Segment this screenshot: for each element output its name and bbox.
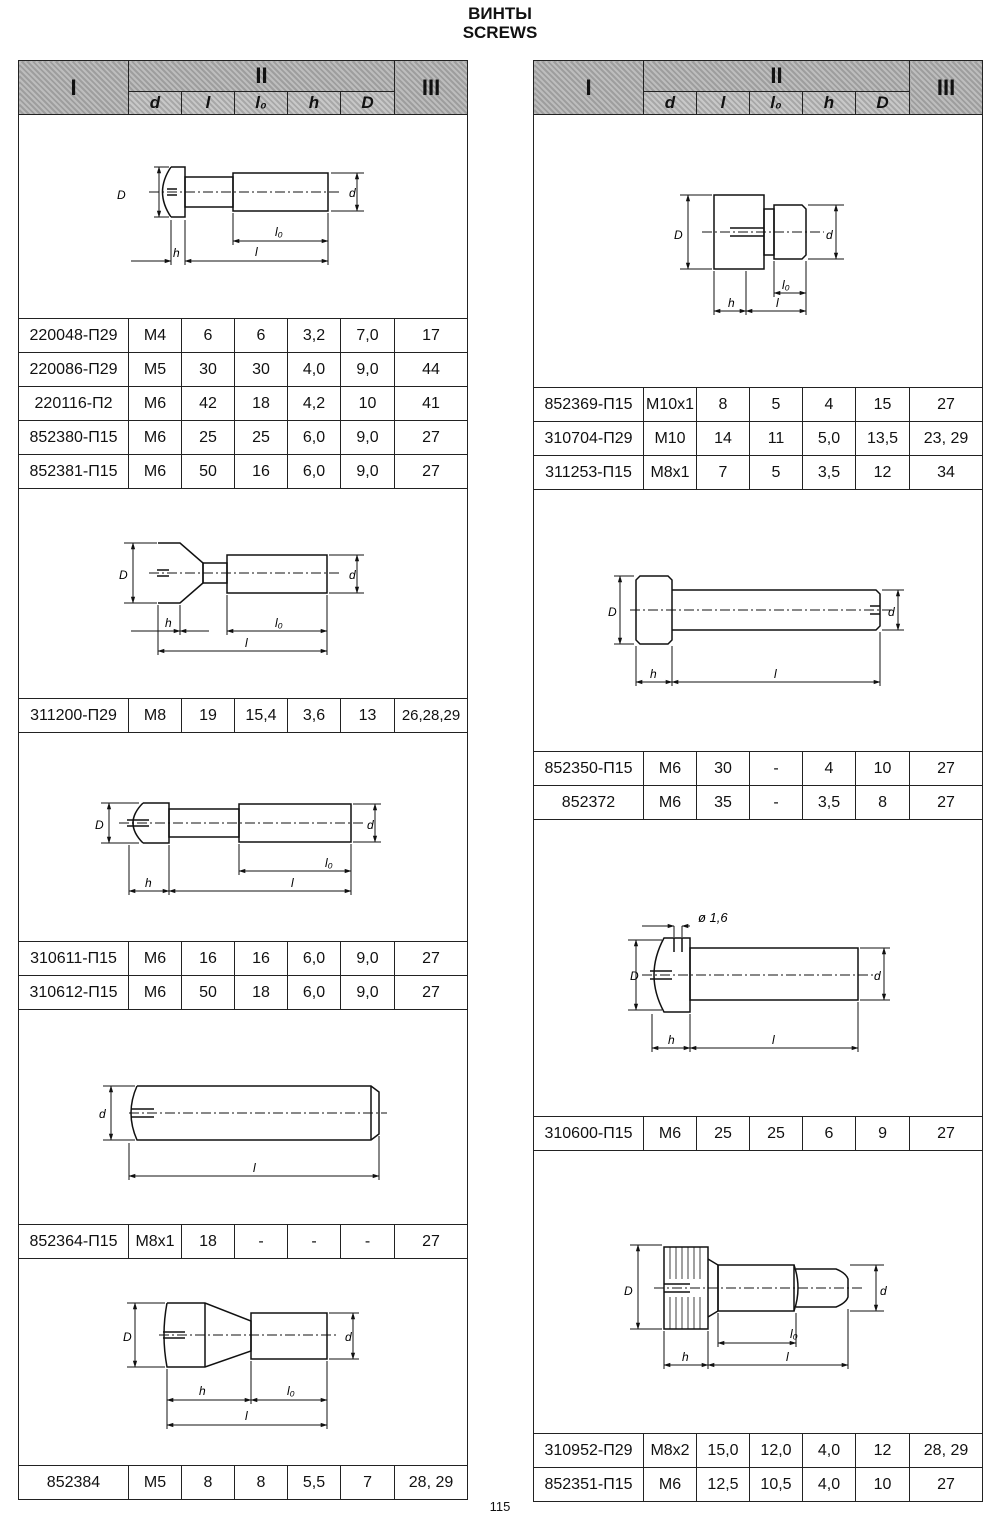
- screw-drawing-drilled-head: [534, 820, 983, 1117]
- table-row: [19, 942, 468, 976]
- value-cell: 7,0: [341, 319, 395, 353]
- value-cell: 19: [182, 699, 235, 733]
- part-number-cell: 310612-П15: [19, 976, 129, 1010]
- screw-drawing-round-head: [19, 115, 468, 319]
- value-cell: 28, 29: [910, 1434, 983, 1468]
- table-row: [19, 353, 468, 387]
- value-cell: 42: [182, 387, 235, 421]
- value-cell: M6: [644, 1117, 697, 1151]
- dim-l0: l₀: [325, 856, 333, 870]
- value-cell: 30: [182, 353, 235, 387]
- value-cell: 7: [697, 456, 750, 490]
- part-number-cell: 220116-П2: [19, 387, 129, 421]
- part-number-cell: 852351-П15: [534, 1468, 644, 1502]
- part-number-cell: 852380-П15: [19, 421, 129, 455]
- value-cell: -: [288, 1225, 341, 1259]
- value-cell: -: [235, 1225, 288, 1259]
- value-cell: 6,0: [288, 455, 341, 489]
- header-l0: l₀: [235, 92, 288, 115]
- header-col-3: III: [910, 61, 983, 115]
- dim-D: D: [123, 1330, 132, 1344]
- title-ru: ВИНТЫ: [468, 4, 532, 23]
- value-cell: 3,6: [288, 699, 341, 733]
- table-row: [534, 388, 983, 422]
- value-cell: 3,2: [288, 319, 341, 353]
- value-cell: 34: [910, 456, 983, 490]
- dim-D: D: [608, 605, 617, 619]
- value-cell: M8x1: [129, 1225, 182, 1259]
- screw-drawing-taper-head: [19, 1259, 468, 1466]
- value-cell: 27: [910, 1468, 983, 1502]
- value-cell: 9,0: [341, 976, 395, 1010]
- header-col-2: II: [129, 61, 395, 92]
- table-row: [534, 1468, 983, 1502]
- dim-d: d: [345, 1330, 352, 1344]
- value-cell: 27: [395, 976, 468, 1010]
- value-cell: 4,2: [288, 387, 341, 421]
- dim-d: d: [826, 228, 833, 242]
- value-cell: 16: [182, 942, 235, 976]
- value-cell: M6: [129, 942, 182, 976]
- value-cell: 15,4: [235, 699, 288, 733]
- dim-h: h: [165, 616, 172, 630]
- dim-D: D: [630, 969, 639, 983]
- table-row: [534, 752, 983, 786]
- value-cell: M10: [644, 422, 697, 456]
- value-cell: 27: [395, 421, 468, 455]
- left-screws-table: [18, 60, 468, 1500]
- value-cell: 4,0: [288, 353, 341, 387]
- part-number-cell: 852372: [534, 786, 644, 820]
- screw-drawing-short-cheese: [534, 115, 983, 388]
- table-row: [19, 387, 468, 421]
- value-cell: 9,0: [341, 455, 395, 489]
- value-cell: 17: [395, 319, 468, 353]
- value-cell: 6,0: [288, 421, 341, 455]
- value-cell: -: [750, 752, 803, 786]
- header-col-1: I: [19, 61, 129, 115]
- value-cell: M8x2: [644, 1434, 697, 1468]
- dim-d: d: [349, 568, 356, 582]
- table-row: [534, 456, 983, 490]
- screw-drawing-knurled-head: [534, 1151, 983, 1434]
- dim-d: d: [99, 1107, 106, 1121]
- dim-hole: ø 1,6: [698, 910, 728, 925]
- value-cell: 13: [341, 699, 395, 733]
- dim-l: l: [255, 245, 258, 259]
- value-cell: 16: [235, 455, 288, 489]
- header-l: l: [697, 92, 750, 115]
- value-cell: 18: [182, 1225, 235, 1259]
- dim-D: D: [119, 568, 128, 582]
- dim-l: l: [291, 876, 294, 890]
- value-cell: 26,28,29: [395, 699, 468, 733]
- value-cell: M4: [129, 319, 182, 353]
- value-cell: 18: [235, 387, 288, 421]
- value-cell: 3,5: [803, 786, 856, 820]
- value-cell: 9,0: [341, 942, 395, 976]
- dim-l: l: [776, 296, 779, 310]
- value-cell: 27: [910, 1117, 983, 1151]
- value-cell: 10,5: [750, 1468, 803, 1502]
- value-cell: 3,5: [803, 456, 856, 490]
- dim-h: h: [682, 1350, 689, 1364]
- dim-h: h: [728, 296, 735, 310]
- table-row: [19, 319, 468, 353]
- value-cell: 28, 29: [395, 1466, 468, 1500]
- dim-h: h: [668, 1033, 675, 1047]
- value-cell: 15: [856, 388, 910, 422]
- value-cell: M6: [129, 455, 182, 489]
- value-cell: 25: [697, 1117, 750, 1151]
- part-number-cell: 311253-П15: [534, 456, 644, 490]
- part-number-cell: 220086-П29: [19, 353, 129, 387]
- dim-l: l: [786, 1350, 789, 1364]
- dim-d: d: [888, 605, 895, 619]
- table-row: [19, 976, 468, 1010]
- dim-h: h: [650, 667, 657, 681]
- dim-l: l: [245, 636, 248, 650]
- part-number-cell: 310600-П15: [534, 1117, 644, 1151]
- header-d: d: [644, 92, 697, 115]
- value-cell: 44: [395, 353, 468, 387]
- value-cell: 27: [395, 1225, 468, 1259]
- value-cell: 6: [235, 319, 288, 353]
- value-cell: M6: [129, 976, 182, 1010]
- dim-l0: l₀: [275, 225, 283, 239]
- part-number-cell: 852350-П15: [534, 752, 644, 786]
- value-cell: 12,0: [750, 1434, 803, 1468]
- dim-l: l: [774, 667, 777, 681]
- part-number-cell: 311200-П29: [19, 699, 129, 733]
- value-cell: M10x1: [644, 388, 697, 422]
- value-cell: 6: [803, 1117, 856, 1151]
- dim-d: d: [880, 1284, 887, 1298]
- part-number-cell: 220048-П29: [19, 319, 129, 353]
- value-cell: 27: [910, 388, 983, 422]
- value-cell: 6,0: [288, 976, 341, 1010]
- dim-d: d: [874, 969, 881, 983]
- value-cell: 25: [750, 1117, 803, 1151]
- value-cell: 8: [856, 786, 910, 820]
- value-cell: -: [750, 786, 803, 820]
- value-cell: 4: [803, 388, 856, 422]
- right-screws-table: [533, 60, 983, 1502]
- dim-D: D: [117, 188, 126, 202]
- value-cell: 4: [803, 752, 856, 786]
- header-h: h: [803, 92, 856, 115]
- value-cell: 8: [182, 1466, 235, 1500]
- dim-d: d: [349, 186, 356, 200]
- value-cell: M5: [129, 1466, 182, 1500]
- screw-drawing-long-cheese: [534, 490, 983, 752]
- dim-D: D: [624, 1284, 633, 1298]
- value-cell: 35: [697, 786, 750, 820]
- value-cell: 50: [182, 976, 235, 1010]
- dim-l0: l₀: [287, 1384, 295, 1398]
- value-cell: 16: [235, 942, 288, 976]
- value-cell: 10: [341, 387, 395, 421]
- value-cell: 9,0: [341, 353, 395, 387]
- header-D: D: [341, 92, 395, 115]
- header-col-3: III: [395, 61, 468, 115]
- header-l0: l₀: [750, 92, 803, 115]
- dim-h: h: [173, 246, 180, 260]
- dim-l: l: [253, 1161, 256, 1175]
- value-cell: 18: [235, 976, 288, 1010]
- table-row: [19, 699, 468, 733]
- header-l: l: [182, 92, 235, 115]
- value-cell: M8: [129, 699, 182, 733]
- part-number-cell: 852369-П15: [534, 388, 644, 422]
- dim-h: h: [199, 1384, 206, 1398]
- title-en: SCREWS: [462, 23, 538, 42]
- table-row: [534, 1117, 983, 1151]
- value-cell: -: [341, 1225, 395, 1259]
- table-row: [19, 1466, 468, 1500]
- value-cell: 12,5: [697, 1468, 750, 1502]
- value-cell: 5: [750, 388, 803, 422]
- dim-l: l: [245, 1409, 248, 1423]
- screw-drawing-set-screw: [19, 1010, 468, 1225]
- header-col-1: I: [534, 61, 644, 115]
- value-cell: 9,0: [341, 421, 395, 455]
- value-cell: M5: [129, 353, 182, 387]
- table-row: [534, 1434, 983, 1468]
- value-cell: M6: [129, 421, 182, 455]
- value-cell: 25: [182, 421, 235, 455]
- value-cell: 10: [856, 752, 910, 786]
- table-row: [534, 422, 983, 456]
- dim-D: D: [95, 818, 104, 832]
- value-cell: 4,0: [803, 1434, 856, 1468]
- table-row: [19, 455, 468, 489]
- screw-drawing-cheese-head: [19, 733, 468, 942]
- dim-l0: l₀: [790, 1327, 798, 1341]
- page-number: 115: [489, 1499, 511, 1514]
- value-cell: 50: [182, 455, 235, 489]
- header-h: h: [288, 92, 341, 115]
- part-number-cell: 852381-П15: [19, 455, 129, 489]
- value-cell: M6: [644, 786, 697, 820]
- value-cell: 12: [856, 456, 910, 490]
- value-cell: 30: [697, 752, 750, 786]
- value-cell: 41: [395, 387, 468, 421]
- value-cell: 23, 29: [910, 422, 983, 456]
- value-cell: 10: [856, 1468, 910, 1502]
- part-number-cell: 310611-П15: [19, 942, 129, 976]
- value-cell: 11: [750, 422, 803, 456]
- value-cell: M6: [644, 1468, 697, 1502]
- table-row: [19, 421, 468, 455]
- value-cell: 13,5: [856, 422, 910, 456]
- header-D: D: [856, 92, 910, 115]
- value-cell: 14: [697, 422, 750, 456]
- part-number-cell: 852384: [19, 1466, 129, 1500]
- value-cell: 30: [235, 353, 288, 387]
- dim-h: h: [145, 876, 152, 890]
- value-cell: 6: [182, 319, 235, 353]
- value-cell: 6,0: [288, 942, 341, 976]
- table-row: [19, 1225, 468, 1259]
- value-cell: 9: [856, 1117, 910, 1151]
- value-cell: 8: [235, 1466, 288, 1500]
- dim-D: D: [674, 228, 683, 242]
- screw-drawing-countersunk: [19, 489, 468, 699]
- value-cell: 8: [697, 388, 750, 422]
- header-d: d: [129, 92, 182, 115]
- value-cell: 5: [750, 456, 803, 490]
- value-cell: 27: [910, 786, 983, 820]
- value-cell: M6: [129, 387, 182, 421]
- dim-d: d: [367, 818, 374, 832]
- dim-l: l: [772, 1033, 775, 1047]
- value-cell: 4,0: [803, 1468, 856, 1502]
- part-number-cell: 310952-П29: [534, 1434, 644, 1468]
- dim-l0: l₀: [275, 616, 283, 630]
- value-cell: 27: [395, 455, 468, 489]
- header-col-2: II: [644, 61, 910, 92]
- dim-l0: l₀: [782, 278, 790, 292]
- table-row: [534, 786, 983, 820]
- value-cell: 7: [341, 1466, 395, 1500]
- value-cell: 5,5: [288, 1466, 341, 1500]
- value-cell: 25: [235, 421, 288, 455]
- value-cell: 5,0: [803, 422, 856, 456]
- value-cell: 27: [395, 942, 468, 976]
- value-cell: M8x1: [644, 456, 697, 490]
- value-cell: 15,0: [697, 1434, 750, 1468]
- value-cell: 12: [856, 1434, 910, 1468]
- part-number-cell: 852364-П15: [19, 1225, 129, 1259]
- part-number-cell: 310704-П29: [534, 422, 644, 456]
- value-cell: M6: [644, 752, 697, 786]
- value-cell: 27: [910, 752, 983, 786]
